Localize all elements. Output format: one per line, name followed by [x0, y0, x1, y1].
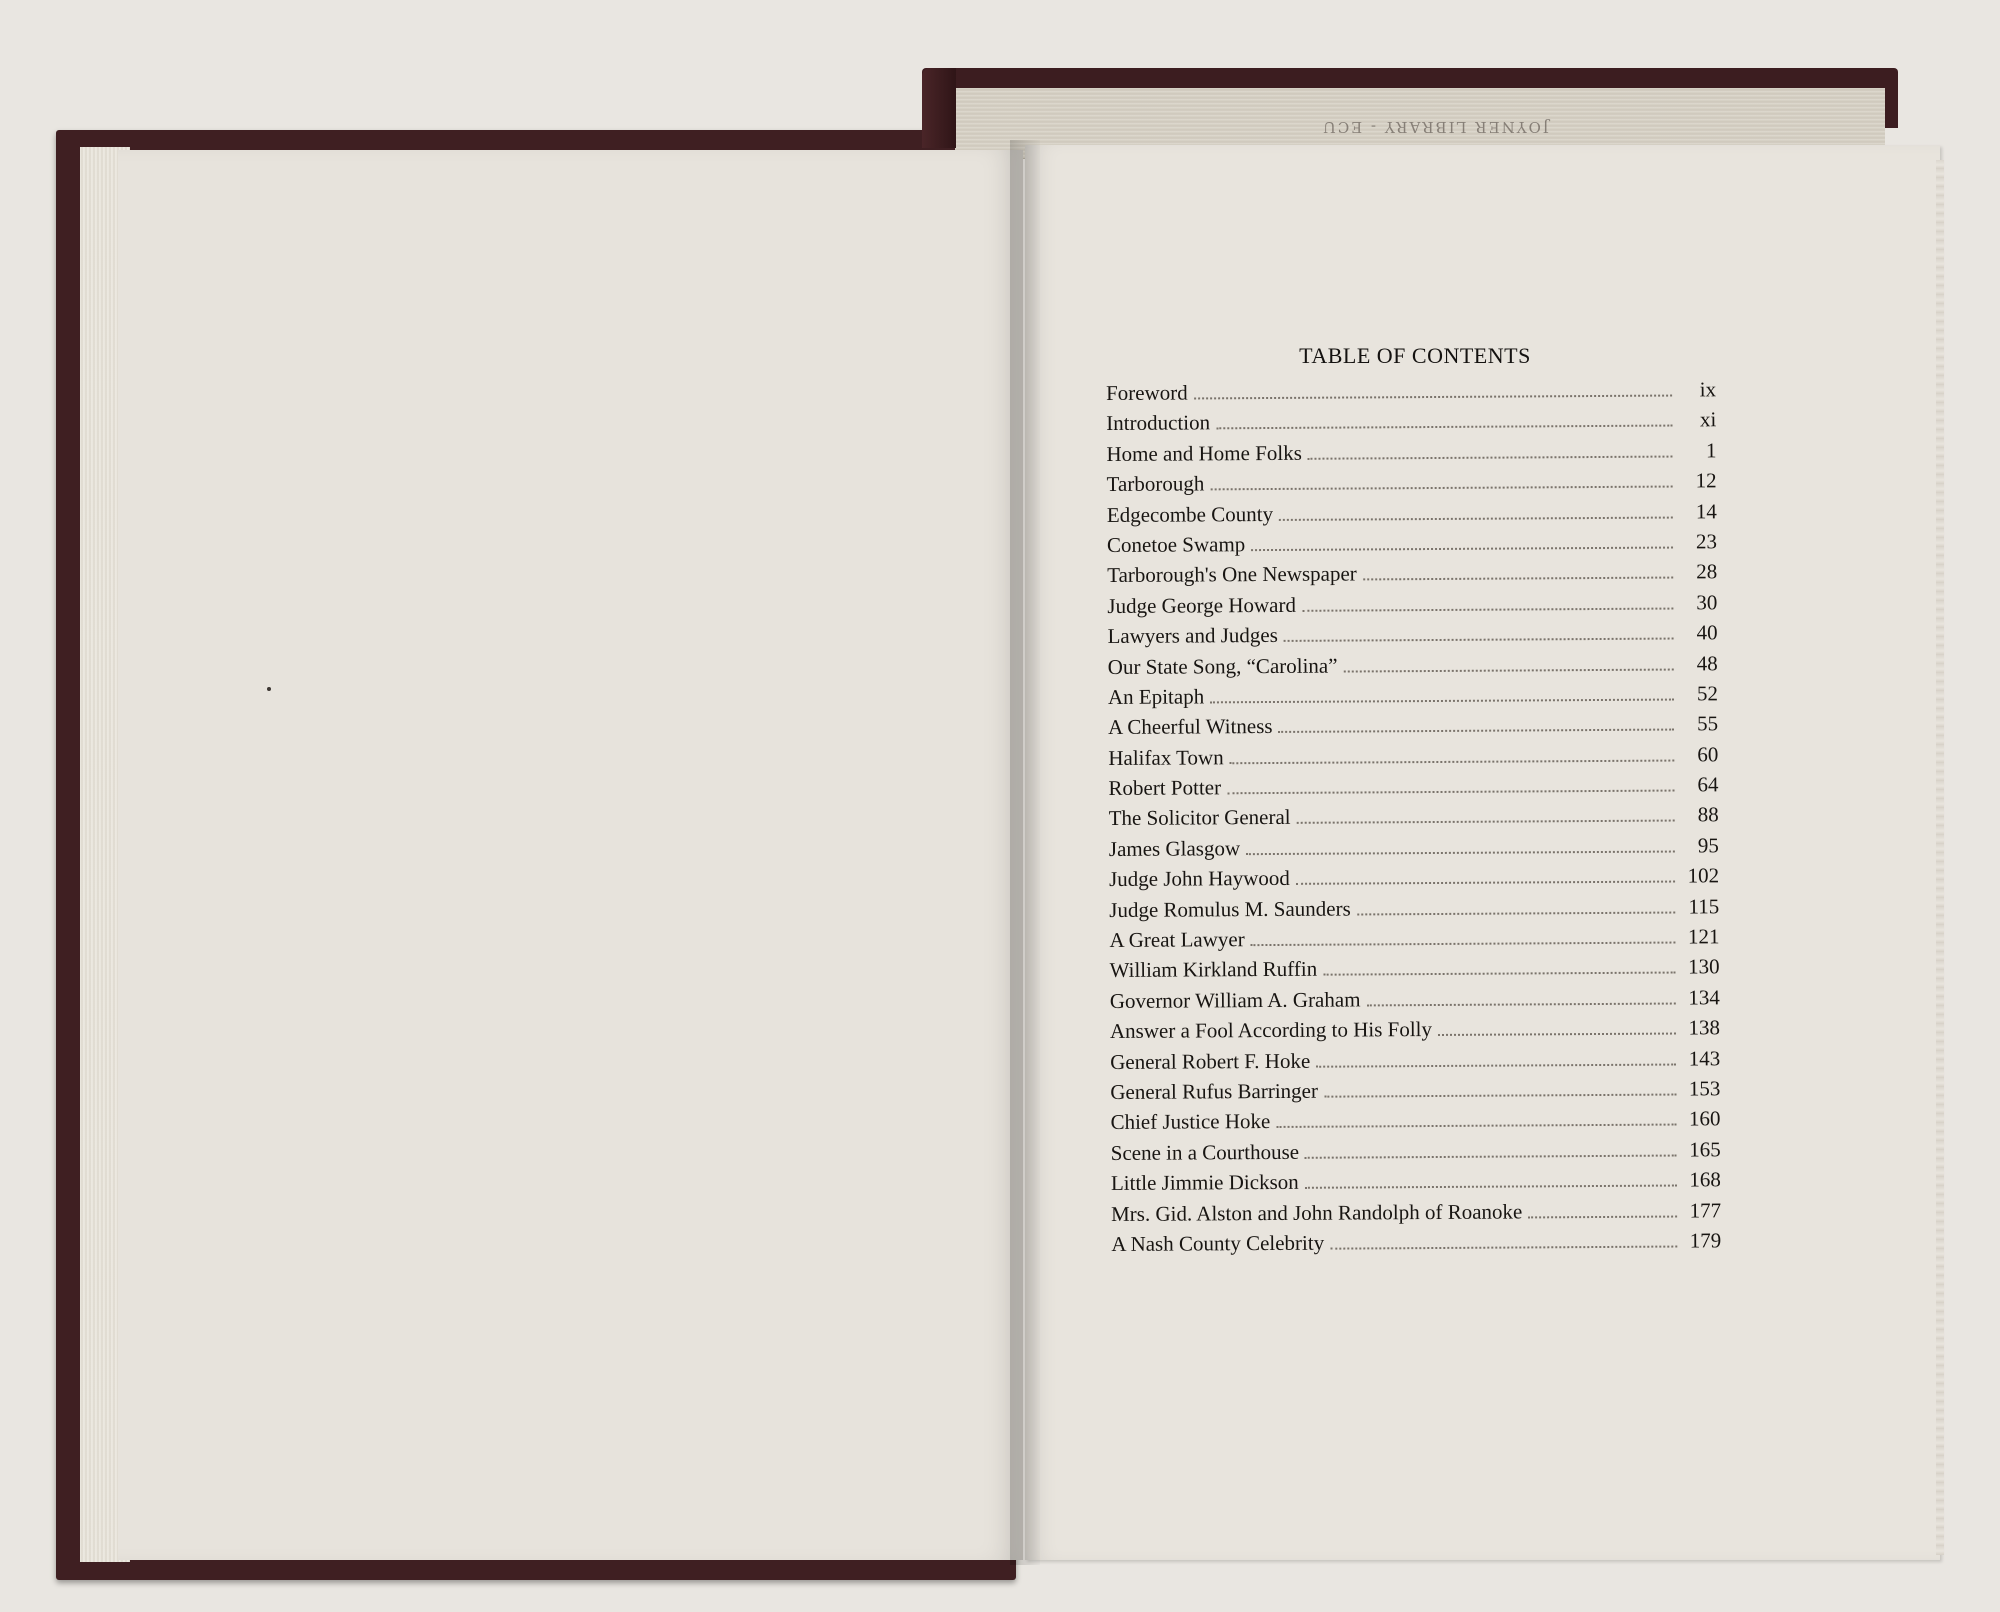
toc-entry-page: 23 — [1695, 529, 1718, 554]
toc-entry-label: Answer a Fool According to His Folly — [1109, 1017, 1433, 1044]
table-of-contents — [1106, 377, 1721, 1262]
toc-entry — [1109, 924, 1719, 958]
toc-leader-dots — [1302, 607, 1673, 611]
toc-leader-dots — [1316, 1063, 1676, 1067]
toc-leader-dots — [1344, 668, 1674, 672]
toc-entry-page: 28 — [1696, 559, 1718, 584]
toc-entry-page: 55 — [1697, 711, 1719, 736]
toc-entry-page: 48 — [1696, 650, 1718, 675]
toc-entry-label: Edgecombe County — [1106, 501, 1274, 527]
toc-entry — [1109, 833, 1719, 867]
toc-entry-label: Halifax Town — [1108, 744, 1224, 770]
toc-entry — [1110, 1046, 1720, 1080]
toc-entry — [1111, 1228, 1721, 1262]
toc-entry — [1107, 590, 1717, 624]
toc-entry — [1106, 377, 1716, 411]
library-edge-stamp: JOYNER LIBRARY - ECU — [1321, 118, 1549, 136]
toc-leader-dots — [1251, 546, 1673, 551]
toc-leader-dots — [1324, 1094, 1676, 1098]
toc-entry — [1109, 803, 1719, 837]
toc-entry-page: 177 — [1689, 1197, 1722, 1222]
toc-entry-page: 134 — [1688, 985, 1720, 1010]
toc-entry-label: Chief Justice Hoke — [1110, 1109, 1271, 1135]
toc-entry-label: Mrs. Gid. Alston and John Randolph of Roanoke — [1111, 1199, 1523, 1226]
toc-entry — [1108, 772, 1718, 806]
toc-entry-label: The Solicitor General — [1108, 805, 1291, 831]
toc-entry-page: 1 — [1705, 438, 1717, 463]
book-gutter — [1010, 140, 1040, 1565]
toc-entry — [1110, 1107, 1720, 1141]
toc-entry-label: Our State Song, “Carolina” — [1107, 653, 1338, 679]
toc-entry-label: General Robert F. Hoke — [1110, 1048, 1311, 1074]
toc-leader-dots — [1210, 698, 1674, 703]
toc-entry — [1109, 894, 1719, 928]
toc-entry — [1107, 620, 1717, 654]
toc-entry — [1109, 864, 1719, 898]
toc-leader-dots — [1330, 1245, 1677, 1249]
toc-leader-dots — [1194, 395, 1672, 400]
toc-entry-page: 30 — [1696, 590, 1718, 615]
toc-leader-dots — [1251, 942, 1676, 947]
right-page-edge — [1936, 160, 1944, 1555]
toc-entry-page: 160 — [1688, 1106, 1721, 1131]
toc-entry — [1107, 499, 1717, 533]
toc-entry-page: 143 — [1688, 1045, 1721, 1071]
toc-entry — [1107, 560, 1717, 594]
toc-entry — [1106, 408, 1716, 442]
toc-entry-page: 153 — [1688, 1076, 1721, 1101]
toc-entry-label: General Rufus Barringer — [1110, 1078, 1319, 1104]
toc-leader-dots — [1323, 972, 1675, 976]
toc-entry — [1108, 681, 1718, 715]
toc-leader-dots — [1438, 1033, 1676, 1036]
toc-entry-page: ix — [1699, 377, 1717, 402]
toc-entry-label: William Kirkland Ruffin — [1109, 957, 1318, 983]
toc-entry — [1110, 1076, 1720, 1110]
toc-entry-label: Robert Potter — [1108, 775, 1222, 801]
toc-entry — [1108, 651, 1718, 685]
toc-entry-page: xi — [1699, 407, 1717, 432]
toc-entry — [1110, 955, 1720, 989]
toc-leader-dots — [1528, 1215, 1677, 1218]
left-page — [118, 150, 1023, 1560]
toc-leader-dots — [1230, 759, 1675, 764]
toc-entry-label: Judge Romulus M. Saunders — [1109, 896, 1351, 922]
toc-entry-page: 95 — [1697, 833, 1719, 858]
toc-leader-dots — [1367, 1002, 1676, 1006]
toc-entry-page: 64 — [1697, 772, 1719, 797]
paper-speck — [267, 687, 271, 691]
toc-entry-page: 168 — [1689, 1167, 1721, 1192]
toc-entry-label: Tarborough's One Newspaper — [1107, 561, 1357, 588]
toc-leader-dots — [1284, 638, 1674, 642]
toc-entry-page: 12 — [1695, 468, 1717, 493]
toc-entry — [1111, 1167, 1721, 1201]
toc-entry-page: 130 — [1688, 954, 1720, 979]
toc-entry-page: 40 — [1696, 620, 1718, 645]
toc-entry — [1108, 712, 1718, 746]
toc-entry-label: Lawyers and Judges — [1107, 623, 1278, 649]
toc-title: TABLE OF CONTENTS — [1299, 343, 1531, 368]
toc-leader-dots — [1363, 577, 1673, 581]
toc-entry-label: Scene in a Courthouse — [1110, 1139, 1300, 1165]
toc-entry-label: Introduction — [1106, 410, 1211, 436]
toc-leader-dots — [1357, 911, 1676, 915]
toc-leader-dots — [1227, 790, 1674, 795]
toc-entry-page: 52 — [1696, 681, 1718, 706]
toc-entry-label: Tarborough — [1106, 471, 1205, 497]
toc-entry — [1107, 529, 1717, 563]
toc-entry — [1110, 985, 1720, 1019]
toc-entry-page: 115 — [1688, 893, 1720, 919]
toc-entry-label: Judge George Howard — [1107, 592, 1297, 618]
toc-entry-page: 165 — [1689, 1137, 1721, 1162]
toc-leader-dots — [1279, 516, 1673, 520]
toc-entry-label: A Great Lawyer — [1109, 927, 1245, 953]
toc-leader-dots — [1308, 455, 1673, 459]
toc-leader-dots — [1216, 425, 1672, 430]
toc-entry — [1110, 1015, 1720, 1049]
toc-entry-page: 14 — [1695, 498, 1717, 523]
toc-entry — [1111, 1137, 1721, 1171]
toc-entry-label: Little Jimmie Dickson — [1110, 1169, 1299, 1196]
toc-leader-dots — [1246, 850, 1675, 855]
toc-leader-dots — [1297, 820, 1675, 824]
toc-entry-page: 88 — [1697, 802, 1719, 827]
toc-entry-label: Judge John Haywood — [1108, 866, 1290, 892]
toc-leader-dots — [1279, 729, 1675, 733]
toc-entry-page: 60 — [1697, 741, 1719, 767]
toc-entry — [1107, 468, 1717, 502]
toc-leader-dots — [1296, 881, 1675, 885]
toc-entry-label: Governor William A. Graham — [1109, 987, 1361, 1013]
toc-entry-label: A Nash County Celebrity — [1111, 1230, 1325, 1256]
toc-entry-page: 138 — [1688, 1015, 1721, 1040]
toc-leader-dots — [1305, 1154, 1677, 1158]
toc-entry-page: 121 — [1687, 924, 1720, 949]
toc-entry-label: Foreword — [1106, 380, 1188, 405]
toc-leader-dots — [1305, 1185, 1677, 1189]
book-spine — [922, 68, 956, 148]
toc-leader-dots — [1210, 486, 1672, 491]
toc-entry — [1108, 742, 1718, 776]
toc-entry-page: 102 — [1687, 863, 1720, 888]
toc-leader-dots — [1276, 1124, 1676, 1128]
toc-entry-label: Conetoe Swamp — [1106, 532, 1246, 557]
toc-entry — [1111, 1198, 1721, 1232]
toc-entry-label: Home and Home Folks — [1106, 440, 1302, 466]
toc-entry-label: A Cheerful Witness — [1108, 714, 1273, 740]
toc-entry-label: An Epitaph — [1107, 684, 1205, 709]
toc-entry-label: James Glasgow — [1108, 836, 1241, 861]
toc-entry — [1106, 438, 1716, 472]
toc-entry-page: 179 — [1689, 1228, 1722, 1253]
